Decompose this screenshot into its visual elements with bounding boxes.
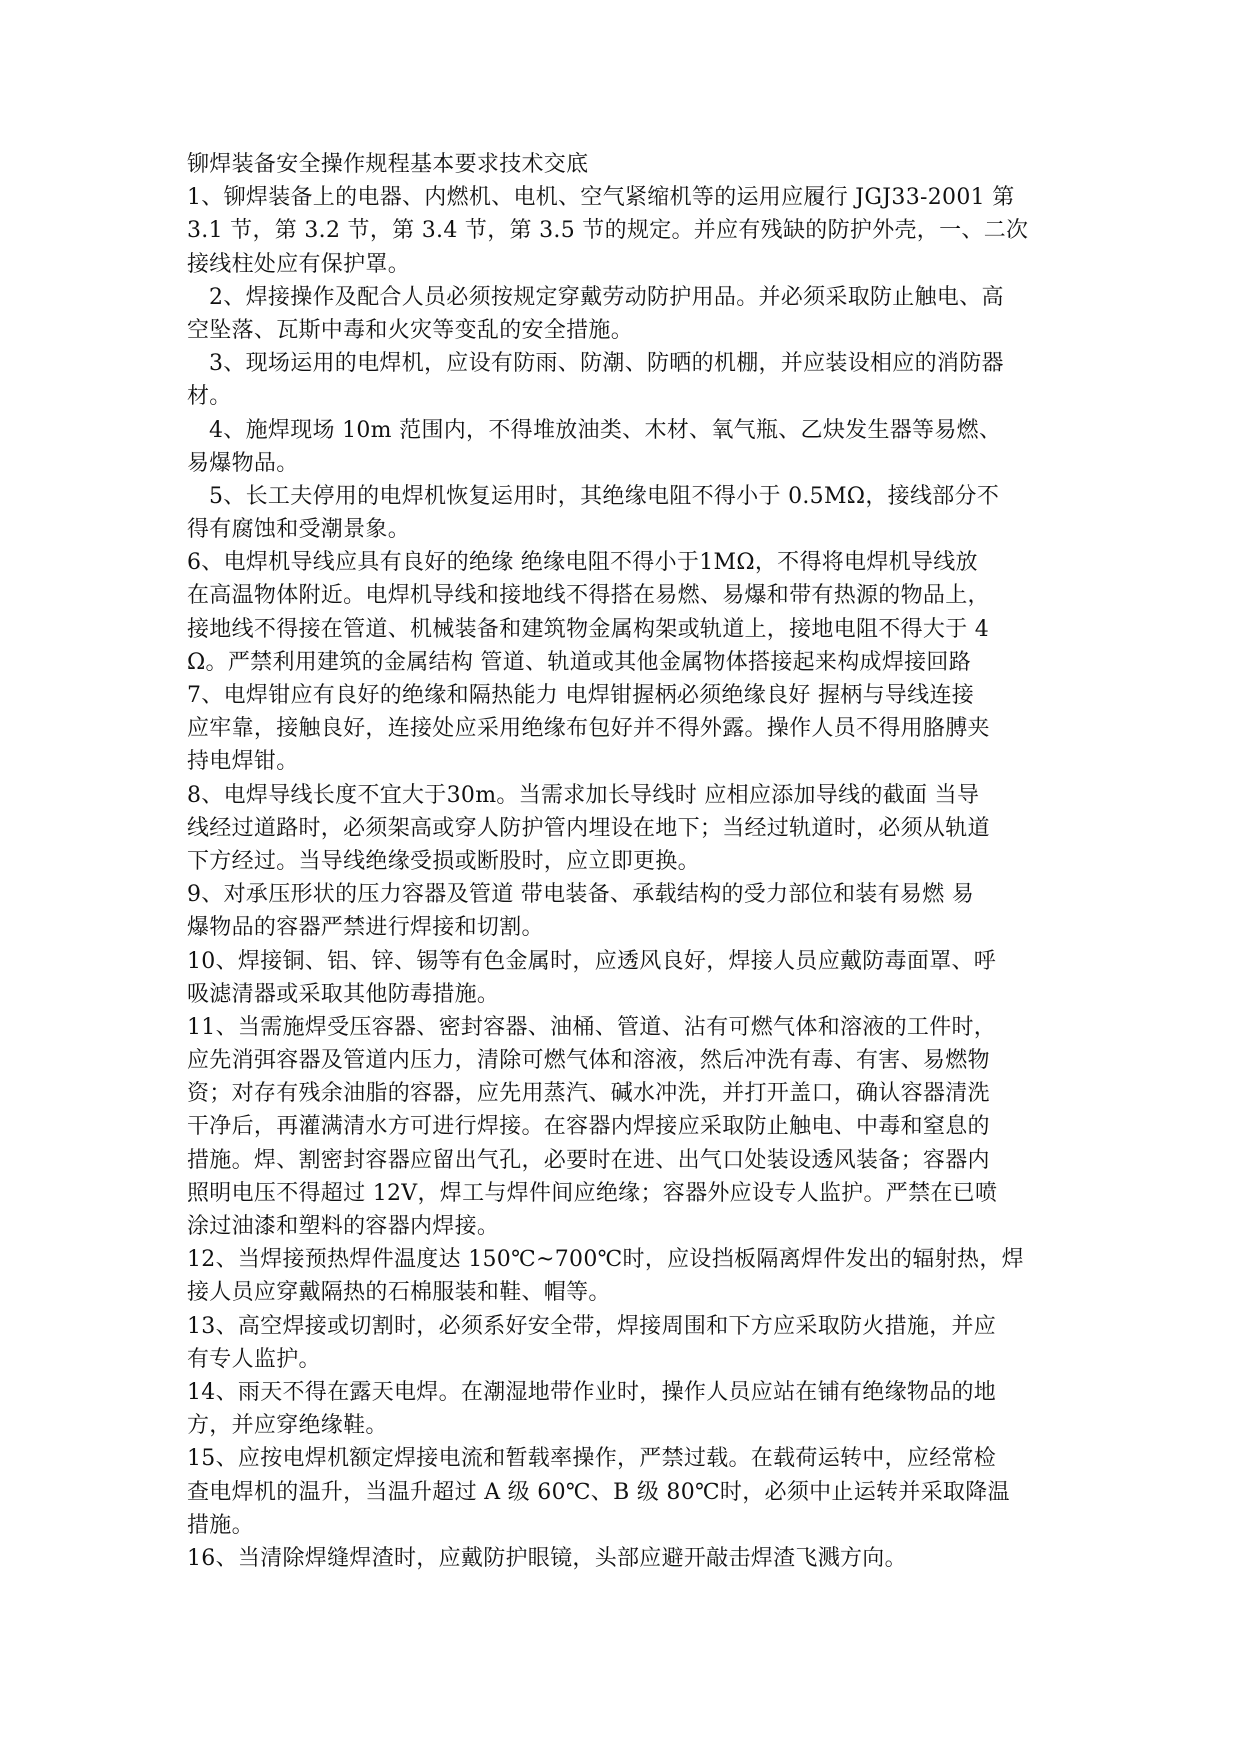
text-line: 9、对承压形状的压力容器及管道 带电装备、承载结构的受力部位和装有易燃 易	[187, 882, 975, 908]
text-line: 15、应按电焊机额定焊接电流和暂载率操作，严禁过载。在载荷运转中，应经常检	[187, 1446, 997, 1472]
text-line: 资；对存有残余油脂的容器，应先用蒸汽、碱水冲洗，并打开盖口，确认容器清洗	[187, 1081, 990, 1107]
text-line: 应牢靠，接触良好，连接处应采用绝缘布包好并不得外露。操作人员不得用胳膊夹	[187, 716, 990, 742]
text-line: 易爆物品。	[187, 450, 299, 476]
text-line: 爆物品的容器严禁进行焊接和切割。	[187, 915, 544, 941]
text-line: 涂过油漆和塑料的容器内焊接。	[187, 1214, 500, 1239]
text-line: 10、焊接铜、铝、锌、锡等有色金属时，应透风良好，焊接人员应戴防毒面罩、呼	[187, 948, 997, 974]
text-line: 持电焊钳。	[187, 749, 299, 775]
text-line: 查电焊机的温升，当温升超过 A 级 60℃、B 级 80℃时，必须中止运转并采取降温	[187, 1479, 1010, 1505]
text-line: 3、现场运用的电焊机，应设有防雨、防潮、防晒的机棚，并应装设相应的消防器	[209, 351, 1004, 377]
text-line: 措施。焊、割密封容器应留出气孔，必要时在进、出气口处装设透风装备；容器内	[187, 1147, 990, 1173]
text-line: 有专人监护。	[187, 1346, 321, 1372]
text-line: 4、施焊现场 10m 范围内，不得堆放油类、木材、氧气瓶、乙炔发生器等易燃、	[209, 417, 1002, 443]
text-line: 材。	[187, 384, 232, 410]
text-line: 在高温物体附近。电焊机导线和接地线不得搭在易燃、易爆和带有热源的物品上，	[187, 583, 990, 609]
document-title: 铆焊装备安全操作规程基本要求技术交底	[187, 152, 589, 177]
text-line: 7、电焊钳应有良好的绝缘和隔热能力 电焊钳握柄必须绝缘良好 握柄与导线连接	[187, 683, 975, 708]
text-line: 空坠落、瓦斯中毒和火灾等变乱的安全措施。	[187, 317, 634, 343]
text-line: 照明电压不得超过 12V，焊工与焊件间应绝缘；容器外应设专人监护。严禁在已喷	[187, 1180, 998, 1206]
text-line: Ω。严禁利用建筑的金属结构 管道、轨道或其他金属物体搭接起来构成焊接回路	[187, 649, 972, 675]
text-line: 接地线不得接在管道、机械装备和建筑物金属构架或轨道上，接地电阻不得大于 4	[187, 616, 990, 642]
text-line: 3.1 节，第 3.2 节，第 3.4 节，第 3.5 节的规定。并应有残缺的防护外壳，一、二次	[187, 218, 1029, 244]
text-line: 接线柱处应有保护罩。	[187, 251, 411, 277]
text-line: 11、当需施焊受压容器、密封容器、油桶、管道、沾有可燃气体和溶液的工件时，	[187, 1014, 997, 1040]
text-line: 措施。	[187, 1512, 254, 1538]
text-line: 13、高空焊接或切割时，必须系好安全带，焊接周围和下方应采取防火措施，并应	[187, 1313, 997, 1339]
text-line: 8、电焊导线长度不宜大于30m。当需求加长导线时 应相应添加导线的截面 当导	[187, 782, 980, 808]
text-line: 方，并应穿绝缘鞋。	[187, 1413, 388, 1439]
text-line: 下方经过。当导线绝缘受损或断股时，应立即更换。	[187, 848, 700, 874]
text-line: 线经过道路时，必须架高或穿人防护管内埋设在地下；当经过轨道时，必须从轨道	[187, 815, 990, 841]
text-line: 14、雨天不得在露天电焊。在潮湿地带作业时，操作人员应站在铺有绝缘物品的地	[187, 1379, 997, 1405]
text-line: 吸滤清器或采取其他防毒措施。	[187, 981, 500, 1007]
text-line: 12、当焊接预热焊件温度达 150℃~700℃时，应设挡板隔离焊件发出的辐射热，焊	[187, 1247, 1024, 1273]
text-line: 16、当清除焊缝焊渣时，应戴防护眼镜，头部应避开敲击焊渣飞溅方向。	[187, 1545, 907, 1571]
text-line: 6、电焊机导线应具有良好的绝缘 绝缘电阻不得小于1MΩ，不得将电焊机导线放	[187, 550, 978, 576]
text-line: 干净后，再灌满清水方可进行焊接。在容器内焊接应采取防止触电、中毒和窒息的	[187, 1114, 990, 1140]
text-line: 应先消弭容器及管道内压力，清除可燃气体和溶液，然后冲洗有毒、有害、易燃物	[187, 1048, 990, 1074]
text-line: 接人员应穿戴隔热的石棉服装和鞋、帽等。	[187, 1280, 611, 1306]
document-body	[187, 148, 1092, 1575]
text-line: 得有腐蚀和受潮景象。	[187, 517, 411, 543]
text-line: 5、长工夫停用的电焊机恢复运用时，其绝缘电阻不得小于 0.5MΩ，接线部分不	[209, 483, 1000, 509]
text-line: 2、焊接操作及配合人员必须按规定穿戴劳动防护用品。并必须采取防止触电、高	[209, 284, 1004, 310]
text-line: 1、铆焊装备上的电器、内燃机、电机、空气紧缩机等的运用应履行 JGJ33-2001 第	[187, 185, 1015, 211]
